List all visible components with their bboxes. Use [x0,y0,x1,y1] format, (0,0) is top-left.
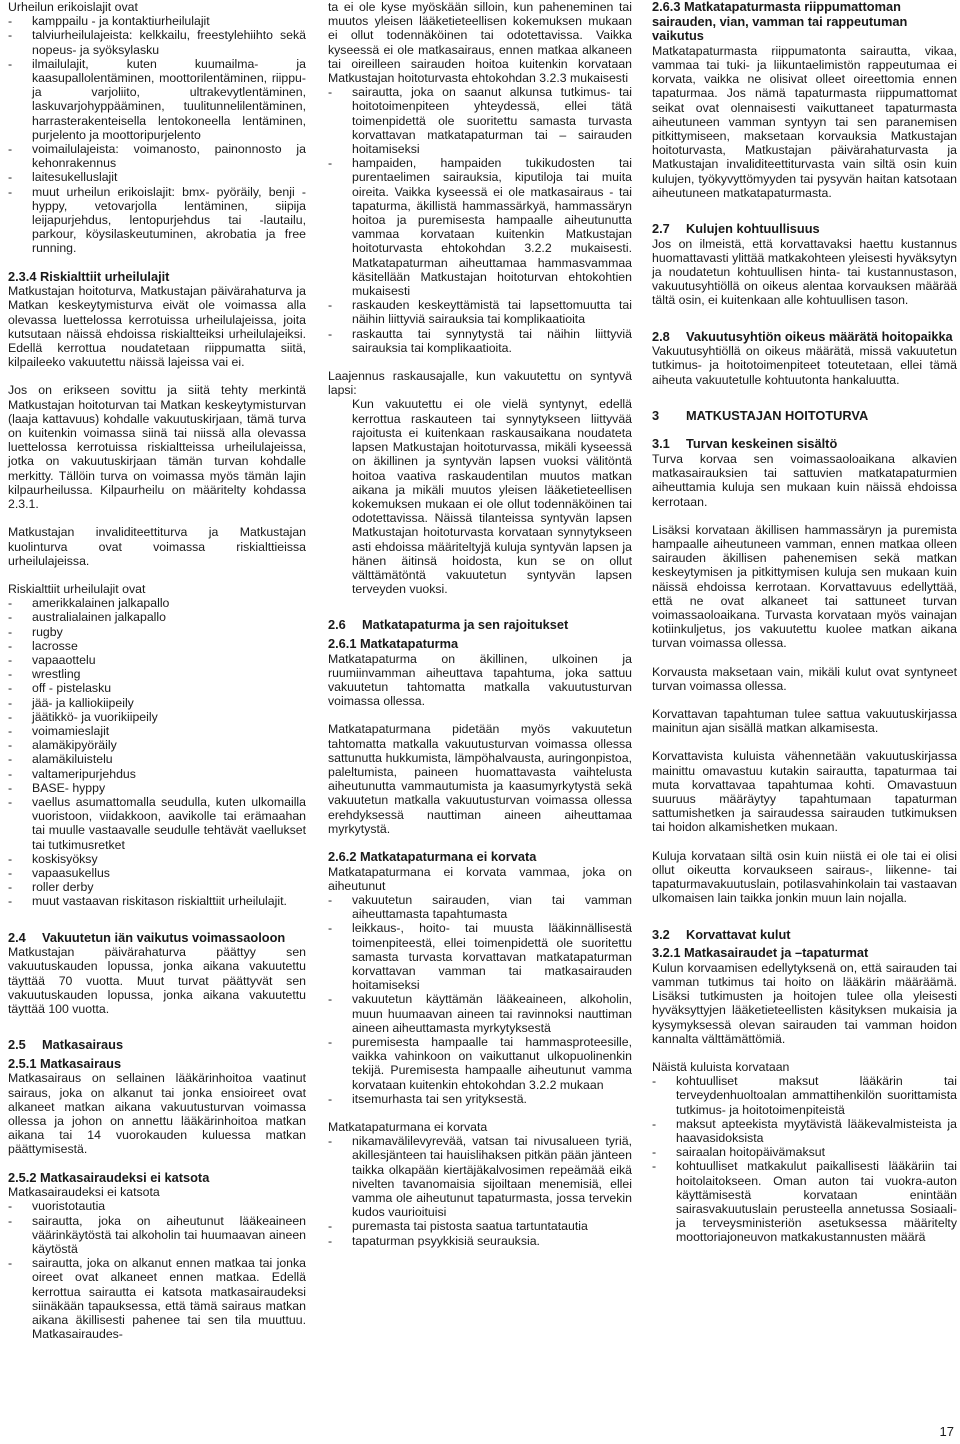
list-item: - valtameripurjehdus [8,767,306,781]
list-item: - vakuutetun sairauden, vian tai vamman aiheuttamasta tapahtumasta [328,893,632,921]
list-item: - kohtuulliset matkakulut paikallisesti lääkäriin tai hoitolaitokseen. Oman auton tai vuokra-auton käyttämisestä korvataan enintään sairasvakuutuslain perusteella annetussa Sosiaali- ja terveysministeriön asetuksessa määritelty moottoriajoneuvon matkakustannusten määrä [652,1159,957,1244]
list-item: - sairaalan hoitopäivämaksut [652,1145,957,1159]
list-item: - raskautta tai synnytystä tai näihin liittyviä sairauksia tai komplikaatioita. [328,327,632,355]
list-item: - BASE- hyppy [8,781,306,795]
section-title: Riskialttiit urheilulajit [40,268,170,284]
bullet-list [8,596,306,908]
section-number: 3.2 [652,926,670,942]
chapter-heading [652,409,957,424]
section-number: 2.4 [8,929,26,945]
section-title: MATKUSTAJAN HOITOTURVA [686,407,869,423]
paragraph: Näistä kuluista korvataan [652,1059,790,1074]
list-item: - vaellus asumattomalla seudulla, kuten ulkomailla vuoristoon, viidakkoon, aavikolle tai erämaahan tai muulle vastaavalle seudulle tehtävät vaellukset tai tutkimusretket [8,795,306,852]
section-heading [652,928,957,943]
indented-paragraph: Kun vakuutettu ei ole vielä syntynyt, edellä kerrottua raskauteen tai synnytykseen liittyvää rajoitusta ei kuitenkaan raskausaikana noudateta lapsen Matkustajan hoitoturvassa, mikäli kyseessä on äkillinen ja syntyvän lapsen vuoksi välitöntä hoitoa vaativa raskaudentilan muutos matkan aikana ja mikäli muutos yleisen lääketieteellisen kokemuksen mukaan ei ole ollut todennäköinen tai odotettavissa. Näissä tilanteissa syntyvän lapsen Matkustajan hoitoturvasta korvataan synnytykseen asti ehdoissa määriteltyjä kuluja syntyvän lapsen ja hänen äitinsä hoidosta, kun se on ollut välttämätöntä vakuutetun syntyvän lapsen terveyden vuoksi. [352,397,632,597]
bullet-list [8,1199,306,1341]
section-number: 3 [652,407,660,423]
paragraph: Matkustajan päivärahaturva päättyy sen vakuutuskauden lopussa, jonka aikana vakuutettu täyttää 70 vuotta. Muut turvat päättyvät sen vakuutuskauden lopussa, jonka aikana vakuutettu täyttää 100 vuotta. [8,945,306,1016]
subsection-heading: 2.6.2 Matkatapaturmana ei korvata [328,848,537,864]
list-item: - lacrosse [8,639,306,653]
list-item: - puremasta tai pistosta saatua tartuntatautia [328,1219,632,1233]
section-number: 2.3.4 [8,268,37,284]
list-item: - sairautta, joka on aiheutunut lääkeaineen väärinkäytöstä tai alkoholin tai huumaavan aineen käytöstä [8,1214,306,1257]
section-heading [8,1038,306,1053]
list-item: - amerikkalainen jalkapallo [8,596,306,610]
paragraph: ta ei ole kyse myöskään silloin, kun paheneminen tai muutos yleisen lääketieteellisen kokemuksen mukaan ei ollut todennäköinen tai odotettavissa. Vaikka kyseessä ei ole matkasairaus, ennen matkaa alkaneen tai oireilleen sairauden hoitoa kuitenkin korvataan Matkustajan hoitoturvasta ehtokohdan 3.2.3 mukaisesti [328,0,632,86]
paragraph: Korvattavista kuluista vähennetään vakuutuskirjassa mainittu omavastuu kutakin sairautta, tapaturmaa tai muta korvattavaa tapahtumaa kohti. Omavastuun suuruus määräytyy tapahtumaan tapaturman sattumishetken ja sairaudessa sairauden tutkimuksen tai hoidon alkamishetken mukaan. [652,749,957,835]
list-item: - sairautta, joka on alkanut ennen matkaa tai jonka oireet ovat alkaneet ennen matkaa. Edellä kerrottua sairautta ei katsota matkasairaudeksi siinäkään tapauksessa, että tämä sairaus matkan aikana äkillisesti pahenee tai sen tila muuttuu. Matkasairaudes- [8,1256,306,1341]
subsection-heading: 2.5.2 Matkasairaudeksi ei katsota [8,1169,210,1185]
bullet-list [328,1134,632,1248]
list-item: - alamäkiluistelu [8,752,306,766]
bullet-list [328,85,632,355]
list-item: - wrestling [8,667,306,681]
list-item: - kamppailu - ja kontaktiurheilulajit [8,14,306,28]
section-title: Kulujen kohtuullisuus [686,221,820,237]
section-heading [652,437,957,452]
section-heading [652,222,957,237]
section-title: Matkasairaus [42,1037,124,1053]
list-item: - roller derby [8,880,306,894]
paragraph: Riskialttiit urheilulajit ovat [8,581,146,596]
list-item: - talviurheilulajeista: kelkkailu, freestylehiihto sekä nopeus- ja syöksylasku [8,28,306,56]
bullet-list [328,893,632,1106]
section-title: Vakuutetun iän vaikutus voimassaoloon [42,929,286,945]
paragraph: Urheilun erikoislajit ovat [8,0,138,14]
list-item: - vapaaottelu [8,653,306,667]
list-item: - voimailulajeista: voimanosto, painonnosto ja kehonrakennus [8,142,306,170]
subsection-heading: 2.5.1 Matkasairaus [8,1055,122,1071]
paragraph: Kulun korvaamisen edellytyksenä on, että sairauden tai vamman tutkimus tai hoito on lääkärin määräämä. Lisäksi tutkimusten ja hoitojen tulee olla yleisesti hyväksyttyjen lääketieteellisten käsityksen mukaisia ja kysymyksessä olevan sairauden tai vamman hoidon kannalta välttämättömiä. [652,960,957,1046]
list-item: - muut vastaavan riskitason riskialttiit urheilulajit. [8,894,306,908]
section-title: Turvan keskeinen sisältö [686,436,838,452]
list-item: - off - pistelasku [8,681,306,695]
section-heading [652,330,957,345]
section-title: Matkatapaturma ja sen rajoitukset [362,617,569,633]
section-title: Korvattavat kulut [686,926,791,942]
list-item: - maksut apteekista myytävistä lääkevalmisteista ja haavasidoksista [652,1117,957,1145]
section-heading [328,618,632,633]
list-item: - nikamavälilevyrevää, vatsan tai nivusalueen tyriä, akillesjänteen tai hauislihaksen pitkän pään jänteen taikka olkapään kiertäjäkalvosimen repeämää eikä nivelten tavanomaisia sijoiltaan menemisiä, ellei vamma ole aiheutunut tapaturmasta, jossa tervekin kudos vaurioituisi [328,1134,632,1219]
list-item: - koskisyöksy [8,852,306,866]
section-number: 2.7 [652,221,670,237]
list-item: - vakuutetun käyttämän lääkeaineen, alkoholin, muun huumaavan aineen tai ravinnoksi nauttiman aineen aiheuttamasta myrkytyksestä [328,992,632,1035]
list-item: - australialainen jalkapallo [8,610,306,624]
list-item: - laitesukelluslajit [8,170,306,184]
paragraph: Jos on ilmeistä, että korvattavaksi haettu kustannus huomattavasti ylittää matkakohteen yleisesti hyväksytyn ja noudatetun kohtuullisen hinta- tai kustannustason, vakuutusyhtiöllä on oikeus alentaa korvauksen määrää tältä osin, ei kuitenkaan alle kohtuullisen tason. [652,236,957,308]
list-item: - raskauden keskeyttämistä tai lapsettomuutta tai näihin liittyviä sairauksia tai komplikaatioita [328,298,632,326]
paragraph: Matkatapaturmasta riippumatonta sairautta, vikaa, vammaa tai tuki- ja liikuntaelimistön rappeutumaa ei korvata, vaikka ne olisivat olleet oireettomia ennen tapaturmaa. Jos nämä tapaturmasta riippumattomat seikat ovat olennaisesti vaikuttaneet tapaturmasta aiheutuneen vamman syntyyn tai sen paranemisen pitkittymiseen, maksetaan korvauksia Matkustajan hoitoturvasta, Matkustajan päivärahaturvasta ja Matkustajan invaliditeettiturvasta vain siltä osin kuin kulujen, työkyvyttömyyden tai pysyvän haitan katsotaan aiheutuneen matkatapaturmasta. [652,43,957,200]
paragraph: Turva korvaa sen voimassaoloaikana alkavien matkasairauksien tai sattuvien matkatapaturmien aiheuttamia kuluja sen mukaan kuin näissä ehdoissa kerrotaan. [652,452,957,509]
paragraph: Matkatapaturmana ei korvata vammaa, joka on aiheutunut [328,864,632,893]
list-item: - vapaasukellus [8,866,306,880]
paragraph: Matkatapaturma on äkillinen, ulkoinen ja ruumiinvamman aiheuttava tapahtuma, joka sattuu vakuutetun tahtomatta matkalla vakuutusturvan voimassa ollessa. [328,651,632,709]
paragraph: Matkustajan invaliditeettiturva ja Matkustajan kuolinturva ovat voimassa riskialttieissa urheilulajeissa. [8,525,306,568]
list-item: - puremisesta hampaalle tai hammasproteesille, vaikka vahinkoon on vaikuttanut ulkopuolinenkin tekijä. Puremisesta hampaalle aiheutunut vamma korvataan kuitenkin ehtokohdan 3.2.2 mukaan [328,1035,632,1092]
paragraph: Lisäksi korvataan äkillisen hammassäryn ja puremista hampaalle aiheutuneen vamman, ennen matkaa olleen sairauden äkillisen pahenemisen sekä matkan keskeytymisen ja pitkittymisen kuluja sen mukaan kuin näissä ehdoissa kerrotaan. Korvattavuus edellyttää, että ne ovat alkaneet tai sattuneet turvan voimassaoloaikana. Turvasta korvataan myös vainajan kotiinkuljetus, jos vakuutettu kuolee matkan aikana turvan voimassa ollessa. [652,522,957,651]
column-middle [328,0,632,1248]
column-left [8,0,306,1341]
page-number: 17 [939,1424,954,1439]
list-item: - leikkaus-, hoito- tai muusta lääkinnällisestä toimenpiteestä, ellei toimenpidettä ole suoritettu samasta turvasta korvattavan matkatapaturman korvattavan vamman tai matkasairauden hoitamiseksi [328,921,632,992]
paragraph: Matkatapaturmana ei korvata [328,1120,488,1134]
bullet-list [8,14,306,255]
list-item: - voimamieslajit [8,724,306,738]
paragraph: Matkustajan hoitoturva, Matkustajan päivärahaturva ja Matkan keskeytymisturva eivät ole voimassa alla olevassa luettelossa kerrotuissa urheilulajeissa, joita kutsutaan näissä ehdoissa riskialtteiksi urheilulajeiksi. Edellä kerrottua noudatetaan riippumatta siitä, kilpaileeko vakuutettu näissä lajeissa vai ei. [8,284,306,370]
list-item: - sairautta, joka on saanut alkunsa tutkimus- tai hoitotoimenpiteen yhteydessä, ellei tätä toimenpidettä ole suoritettu samasta turvasta korvattavan matkatapaturman tai – sairauden hoitamiseksi [328,85,632,156]
column-right [652,0,957,1245]
section-heading [8,270,306,285]
subsection-heading: 2.6.3 Matkatapaturmasta riippumattoman sairauden, vian, vamman tai rappeutuman vaikutus [652,0,908,44]
section-number: 2.8 [652,328,670,344]
list-item: - ilmailulajit, kuten kuumailma- ja kaasupallolentäminen, moottorilentäminen, riippu- ja varjoliito, ultrakevytlentäminen, laskuvarjohyppääminen, tuulitunnelilentäminen, harrasterakenteisella lentokoneella lentäminen, purjelento ja moottoripurjelento [8,57,306,142]
list-item: - rugby [8,625,306,639]
paragraph: Matkasairaudeksi ei katsota [8,1185,160,1200]
list-item: - itsemurhasta tai sen yrityksestä. [328,1092,632,1106]
bullet-list [652,1074,957,1244]
section-heading [8,931,306,946]
paragraph: Vakuutusyhtiöllä on oikeus määrätä, missä vakuutetun tutkimus- ja hoitotoimenpiteet toteutetaan, ellei tämä aiheuta vakuutetulle kohtuutonta hankaluutta. [652,344,957,387]
list-item: - jäätikkö- ja vuorikiipeily [8,710,306,724]
list-item: - hampaiden, hampaiden tukikudosten tai purentaelimen sairauksia, kiputiloja tai muita oireita. Vaikka kyseessä ei ole matkasairaus - tai tapaturma, äkillistä hammassärkyä, hammassäryn hoitoa ja puremisesta hampaalle aiheutunutta vammaa korvataan kuitenkin Matkustajan hoitoturvasta ehtokohdan 3.2.2 mukaisesti. Matkatapaturman aiheuttamaa hammasvammaa käsitellään Matkustajan hoitoturvan ehtokohtien mukaisesti [328,156,632,298]
list-item: - vuoristotautia [8,1199,306,1213]
list-item: - alamäkipyöräily [8,738,306,752]
section-number: 2.5 [8,1037,26,1053]
subsection-heading: 3.2.1 Matkasairaudet ja –tapaturmat [652,945,869,961]
paragraph: Jos on erikseen sovittu ja siitä tehty merkintä Matkustajan hoitoturvan tai Matkan keskeytymisturvan (laaja kattavuus) kohdalle vakuutuskirjaan, tämä turva on kuitenkin voimassa siinä tai niissä alla olevassa luettelossa kerrotuissa riskialtteissa urheilulajeissa, jotka on vakuutuskirjaan tämän turvan kohdalle merkitty. Tällöin turva on voimassa myös tämän lajin kilpaurheilussa. Kilpaurheilu on määritelty kohdassa 2.3.1. [8,383,306,512]
list-item: - muut urheilun erikoislajit: bmx- pyöräily, benji -hyppy, vetovarjolla lentäminen, siipija leijapurjehdus, lentopurjehdus tai -lautailu, parkour, köysilaskeutuminen, akrobatia ja free running. [8,185,306,256]
paragraph: Korvausta maksetaan vain, mikäli kulut ovat syntyneet turvan voimassa ollessa. [652,664,957,693]
subsection-heading: 2.6.1 Matkatapaturma [328,635,459,651]
paragraph: Korvattavan tapahtuman tulee sattua vakuutuskirjassa mainitun ajan sisällä matkan alkamisesta. [652,707,957,736]
paragraph: Matkasairaus on sellainen lääkärinhoitoa vaatinut sairaus, joka on alkanut tai jonka ensioireet ovat alkaneet matkan aikana vakuutusturvan voimassa ollessa ja johon on annettu lääkärinhoitoa matkan aikana tai 14 vuorokauden kuluessa matkan päättymisestä. [8,1071,306,1157]
paragraph: Kuluja korvataan siltä osin kuin niistä ei ole tai ei olisi ollut oikeutta korvaukseen sairaus-, liikenne- tai tapaturmavakuutuslain, potilasvahinkolain tai vastaavan ulkomaisen lain taikka jonkin muun lain nojalla. [652,848,957,906]
paragraph: Matkatapaturmana pidetään myös vakuutetun tahtomatta matkalla vakuutusturvan voimassa ollessa sattunutta hukkumista, lämpöhalvausta, auringonpistoa, paleltumista, paineen huomattavasta vaihtelusta aiheutunutta vammautumista ja kaasumyrkytystä sekä vakuutetun matkalla vakuutusturvan voimassa ollessa erehdyksessä nauttiman aineen aiheuttamaa myrkytystä. [328,722,632,836]
section-title: Vakuutusyhtiön oikeus määrätä hoitopaikka [686,328,953,344]
list-item: - tapaturman psyykkisiä seurauksia. [328,1234,632,1248]
section-number: 3.1 [652,436,670,452]
section-number: 2.6 [328,617,346,633]
paragraph: Laajennus raskausajalle, kun vakuutettu on syntyvä lapsi: [328,369,632,398]
list-item: - kohtuulliset maksut lääkärin tai terveydenhuoltoalan ammattihenkilön suorittamista tutkimus- ja hoitotoimenpiteistä [652,1074,957,1117]
list-item: - jää- ja kalliokiipeily [8,696,306,710]
